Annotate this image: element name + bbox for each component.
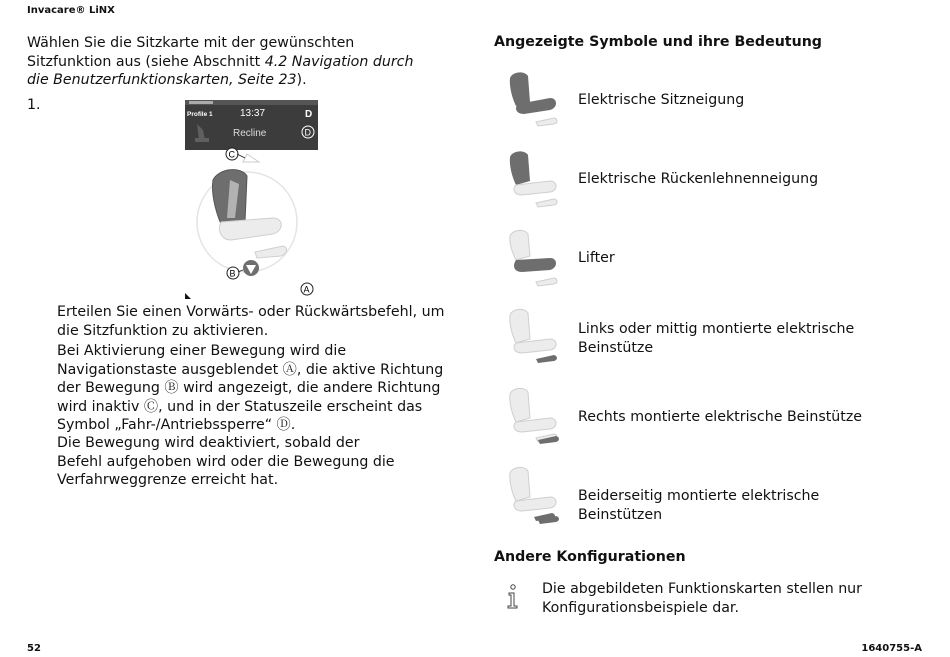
step-number: 1. [27,97,41,113]
symbol-label: Rechts montierte elektrische Beinstütze [578,409,863,425]
symbol-label: Lifter [578,250,615,266]
clock-label: 13:37 [240,108,266,119]
symbol-label: Links oder mittig montierte elektrische Beinstütze [578,321,855,356]
symbol-label: Beiderseitig montierte elektrische Beinstützen [578,488,820,523]
callout-b: B [229,268,236,279]
page-number: 52 [27,643,41,654]
inactive-direction-arrow [243,154,259,162]
symbols-heading: Angezeigte Symbole und ihre Bedeutung [494,34,822,50]
footrest-shape [255,246,287,258]
intro-paragraph [27,34,432,90]
both-legrests-icon [506,463,564,525]
instruction-paragraph-3: Die Bewegung wird deaktiviert, sobald der Befehl aufgehoben wird oder die Bewegung die Verfahrweggrenze erreicht hat. [57,435,395,488]
brand-header: Invacare® LiNX [27,5,115,16]
intro-text: Wählen Sie die Sitzkarte mit der gewünschten Sitzfunktion aus (siehe Abschnitt [27,35,355,70]
other-configurations-heading: Andere Konfigurationen [494,549,686,565]
backrest-recline-icon [506,147,564,209]
center-legrest-icon [506,305,564,367]
section-reference-link[interactable]: 4.2 Navigation durch die Benutzerfunktionskarten, Seite 23 [27,53,414,88]
configuration-note: Die abgebildeten Funktionskarten stellen nur Konfigurationsbeispiele dar. [542,581,863,616]
profile-label: Profile 1 [187,111,213,118]
callout-a: A [303,284,310,295]
seat-tilt-icon [506,68,564,130]
info-icon [505,584,519,610]
callout-d: D [304,127,311,138]
right-legrest-icon [506,384,564,446]
intro-text-end: ). [296,72,307,88]
drive-lock-status-icon: D [305,109,313,120]
symbol-label: Elektrische Rückenlehnenneigung [578,171,819,187]
callout-c: C [228,149,235,160]
recline-function-card-figure [185,100,320,300]
function-name-label: Recline [233,128,267,139]
seat-cushion-shape [219,218,281,240]
instruction-paragraph-2: Bei Aktivierung einer Bewegung wird die Navigationstaste ausgeblendet Ⓐ, die aktive Richtung der Bewegung Ⓑ wird angezeigt, die andere Richtung wird inaktiv Ⓒ, und in der Statuszeile erscheint das Symbol „Fahr-/Antriebssperre“ Ⓓ. [57,343,444,433]
symbol-label: Elektrische Sitzneigung [578,92,745,108]
document-code: 1640755-A [861,643,922,654]
lifter-icon [506,226,564,288]
instruction-paragraph-1: Erteilen Sie einen Vorwärts- oder Rückwärtsbefehl, um die Sitzfunktion zu aktivieren. [57,304,445,339]
